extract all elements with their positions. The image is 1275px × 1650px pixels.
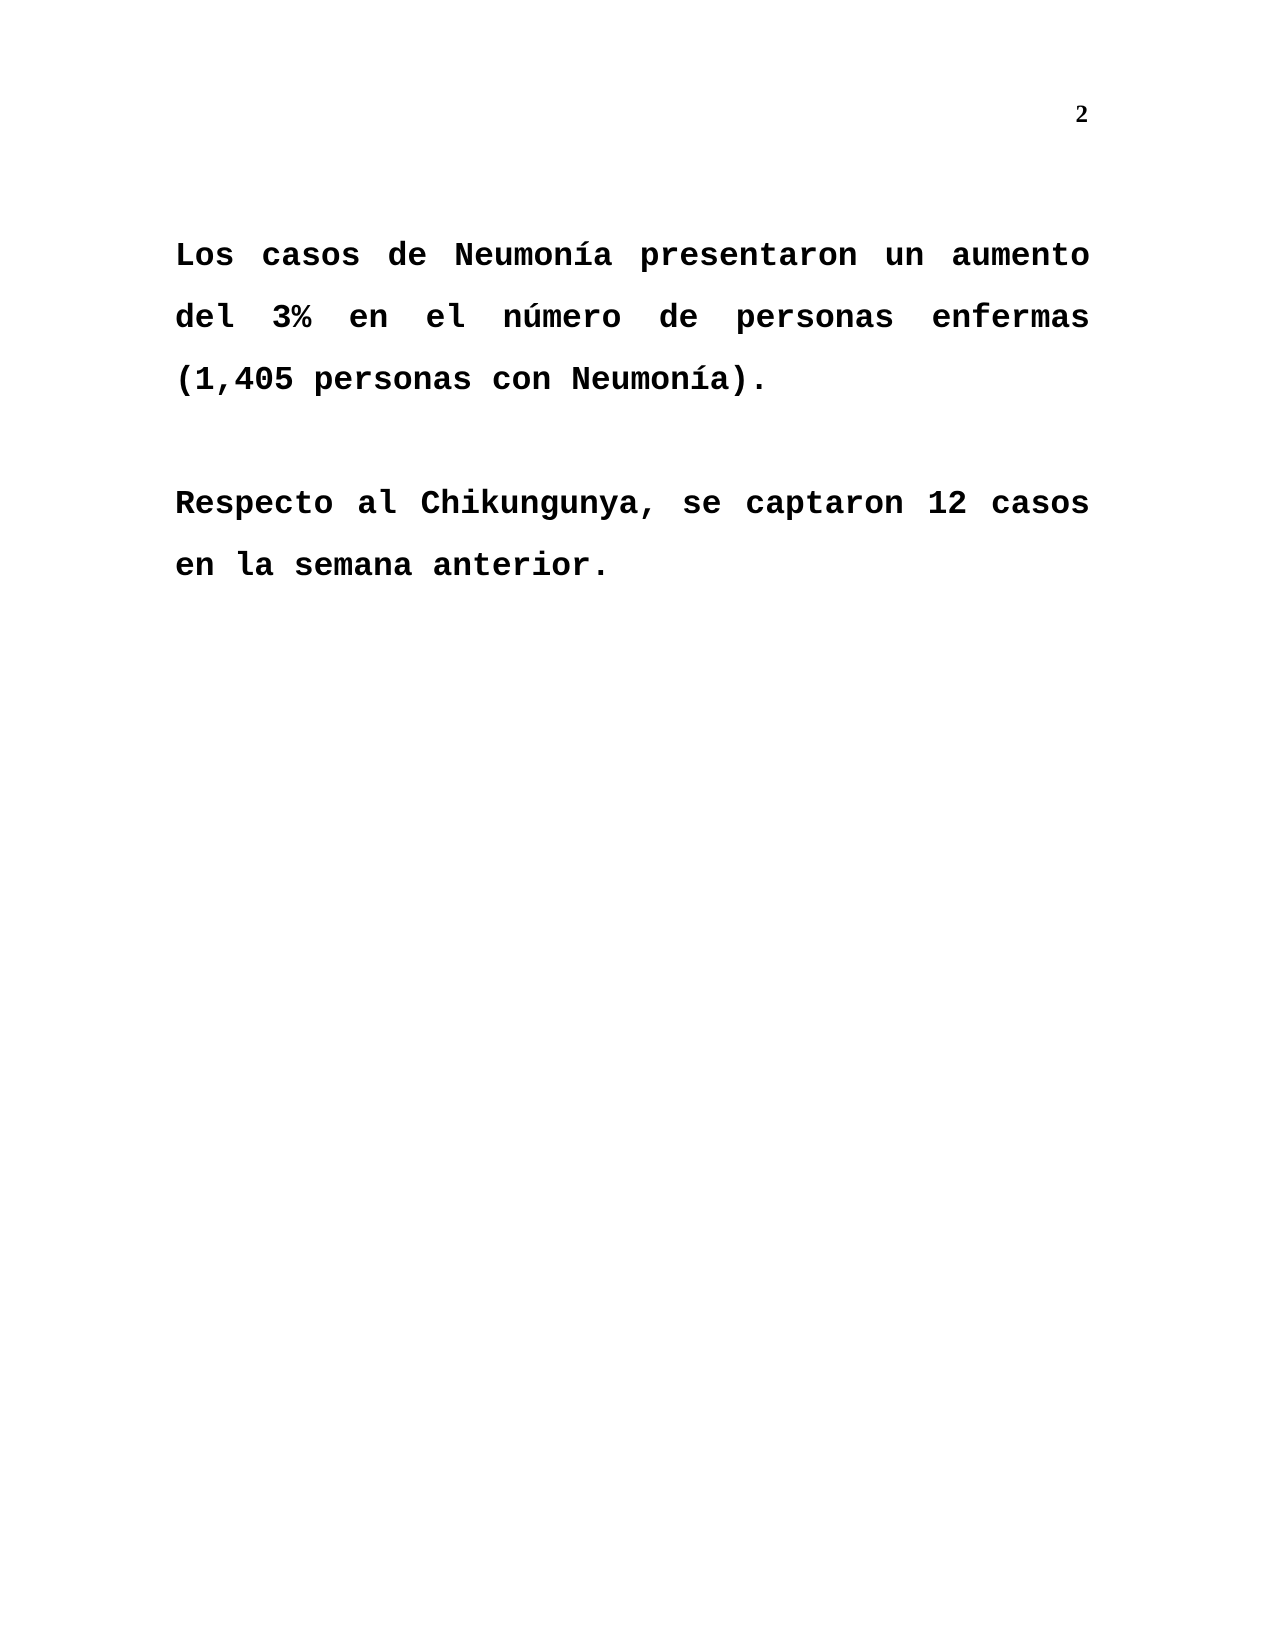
paragraph-line: del 3% en el número de personas enfermas [175,300,1090,337]
paragraph-line: Los casos de Neumonía presentaron un aumento [175,238,1090,275]
paragraph-pneumonia [175,226,1090,412]
paragraph-line: en la semana anterior. [175,548,611,585]
paragraph-chikungunya [175,474,1090,598]
paragraph-line: Respecto al Chikungunya, se captaron 12 casos [175,486,1090,523]
page-number: 2 [1075,101,1088,128]
paragraph-line: (1,405 personas con Neumonía). [175,362,770,399]
